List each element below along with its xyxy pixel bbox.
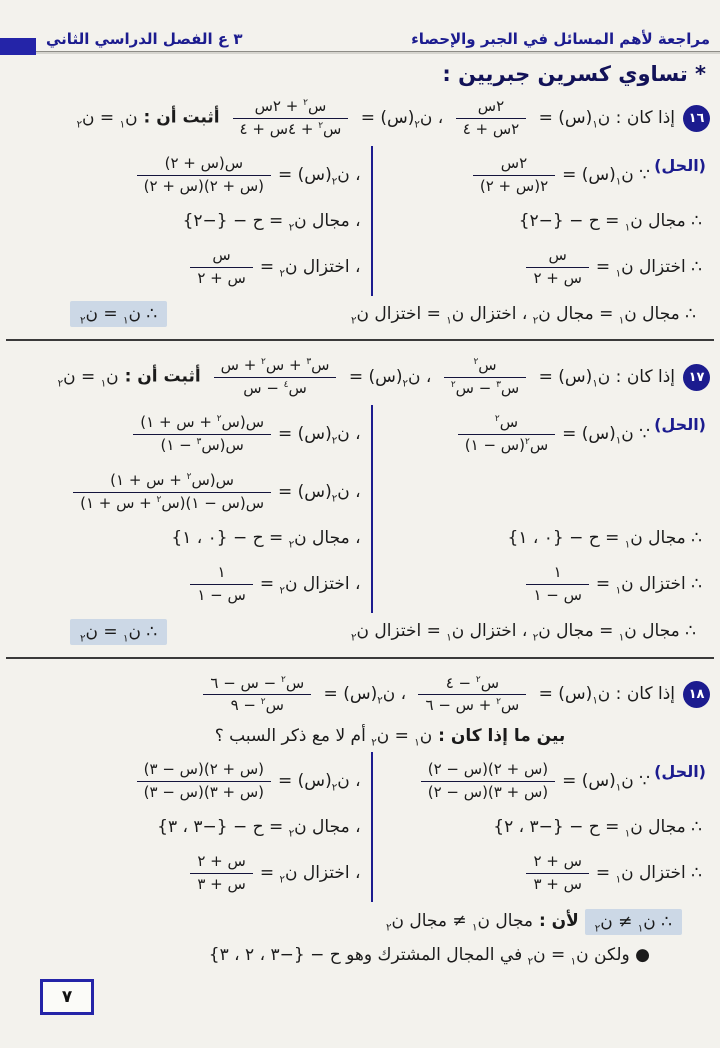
fraction-denominator: س + ٣ (533, 874, 582, 893)
problem-16 (0, 90, 720, 331)
math-text: ، مجال ن$_٢$ = ح − {−٣ ، ٣} (157, 817, 361, 840)
problem-18 (0, 667, 720, 969)
solution-right-cell (371, 405, 712, 463)
solution-right-cell (371, 752, 712, 810)
fraction (456, 97, 527, 139)
solution-left-cell (8, 405, 371, 463)
fraction-numerator: س$^٢$ (458, 413, 555, 435)
fraction-numerator: ٢س (456, 97, 527, 119)
problem-number-badge: ١٦ (683, 105, 710, 132)
problem-statement (77, 96, 675, 140)
math-text: أثبت أن : (137, 107, 226, 128)
solution-left-cell (8, 204, 371, 238)
math-text: ، ن$_٢$(س) = (318, 684, 412, 707)
math-text: إذا كان : ن$_١$(س) = (533, 684, 675, 707)
header-title-right: مراجعة لأهم المسائل في الجبر والإحصاء (411, 30, 710, 48)
math-text: ، اختزال ن$_٢$ = (259, 574, 361, 597)
problem-statement (58, 355, 675, 399)
math-text: ، ن$_٢$(س) = (355, 107, 449, 130)
solution-label: (الحل) (654, 415, 706, 435)
math-text: أثبت أن : (118, 366, 207, 387)
solution-left-cell (8, 810, 371, 844)
solution-right-cell (371, 521, 712, 555)
solution-left-cell (8, 844, 371, 902)
fraction-numerator: س (526, 246, 588, 268)
solution-block (8, 146, 712, 296)
fraction-numerator: س$^٢$ + ٢س (233, 97, 349, 119)
fraction-denominator: س$^٢$ + س − ٦ (425, 696, 520, 715)
fraction-denominator: س$^٣$ − س$^٢$ (450, 378, 520, 397)
problem-statement (196, 673, 675, 717)
fraction (190, 852, 252, 894)
fraction (421, 760, 555, 802)
fraction (190, 563, 252, 605)
fraction-denominator: س(س − ١)(س$^٢$ + س + ١) (80, 493, 265, 512)
fraction-numerator: س$^٢$ (444, 356, 526, 378)
solution-label: (الحل) (654, 156, 706, 175)
math-text: إذا كان : ن$_١$(س) = (533, 366, 675, 390)
math-text: ∴ مجال ن$_١$ = مجال ن$_٢$ ، اختزال ن$_١$ = اختزال ن$_٢$ (351, 621, 696, 644)
math-text: ∴ مجال ن$_١$ = ح − {−٢} (518, 211, 702, 234)
fraction (418, 674, 526, 716)
fraction (458, 413, 555, 455)
solution-right-cell (371, 810, 712, 844)
fraction-numerator: ١ (526, 563, 588, 585)
fraction-numerator: س$^٣$ + س$^٢$ + س (214, 356, 337, 378)
fraction-denominator: س$^٢$ − ٩ (230, 696, 284, 715)
math-text: ن$_١$ = ن$_٢$ (57, 366, 119, 390)
fraction-numerator: س(س$^٢$ + س + ١) (133, 413, 271, 435)
conclusion-text (351, 303, 696, 326)
fraction-numerator: س$^٢$ − س − ٦ (203, 674, 311, 696)
math-text: ∵ ن$_١$(س) = (562, 771, 650, 794)
math-text: مجال ن$_١$ ≠ مجال ن$_٢$ (386, 911, 534, 934)
corner-block (0, 38, 36, 55)
math-text: ∴ مجال ن$_١$ = ح − {٠ ، ١} (507, 528, 702, 551)
fraction-denominator: س + ٢ (533, 268, 582, 287)
conclusion-text (351, 620, 696, 643)
conclusion-line (8, 296, 712, 331)
solution-grid (8, 146, 712, 296)
fraction-denominator: س$^٤$ − س (243, 378, 307, 397)
solution-grid (8, 405, 712, 613)
math-text: ن$_١$ = ن$_٢$ (76, 107, 138, 130)
math-text: ∵ ن$_١$(س) = (562, 165, 650, 188)
fraction-numerator: س(س + ٢) (137, 154, 271, 176)
fraction-denominator: س + ٣ (197, 874, 246, 893)
math-text: لأن : (533, 911, 585, 932)
fraction (473, 154, 555, 196)
math-text: ∴ مجال ن$_١$ = ح − {−٣ ، ٢} (493, 817, 702, 840)
fraction-denominator: س − ١ (533, 585, 582, 604)
math-text: ، مجال ن$_٢$ = ح − {−٢} (182, 211, 361, 234)
solution-block (8, 405, 712, 613)
fraction (526, 852, 588, 894)
fraction (233, 97, 349, 139)
math-text: ، مجال ن$_٢$ = ح − {٠ ، ١} (171, 528, 361, 551)
solution-block (8, 752, 712, 902)
fraction-denominator: ٢(س + ٢) (479, 176, 549, 195)
math-text: ∵ ن$_١$(س) = (562, 424, 650, 447)
highlighted-result: ∴ ن$_١$ ≠ ن$_٢$ (585, 909, 682, 935)
fraction-numerator: س (190, 246, 252, 268)
section-title: * تساوي كسرين جبريين : (442, 62, 706, 86)
solution-left-cell (8, 238, 371, 296)
note-line (8, 936, 712, 969)
result-text (70, 303, 167, 326)
solution-right-cell (371, 463, 712, 521)
solution-left-cell (8, 463, 371, 521)
solution-right-cell (371, 146, 712, 204)
fraction-numerator: ٢س (473, 154, 555, 176)
math-text: ∴ اختزال ن$_١$ = (595, 863, 702, 886)
fraction-denominator: س + ٢ (197, 268, 246, 287)
math-text: ، ن$_٢$(س) = (278, 482, 361, 505)
math-text: ∴ مجال ن$_١$ = مجال ن$_٢$ ، اختزال ن$_١$ = اختزال ن$_٢$ (351, 304, 696, 327)
math-text: ، ن$_٢$(س) = (278, 165, 361, 188)
math-text: ، اختزال ن$_٢$ = (259, 863, 361, 886)
solution-grid (8, 752, 712, 902)
math-text: ∴ اختزال ن$_١$ = (595, 257, 702, 280)
fraction (133, 413, 271, 455)
fraction-denominator: س − ١ (197, 585, 246, 604)
fraction (190, 246, 252, 288)
fraction-numerator: س$^٢$ − ٤ (418, 674, 526, 696)
problem-number-badge: ١٧ (683, 364, 710, 391)
conclusion-line (8, 613, 712, 648)
solution-left-cell (8, 521, 371, 555)
problem-number-badge: ١٨ (683, 681, 710, 708)
solution-left-cell (8, 752, 371, 810)
fraction (73, 471, 271, 513)
fraction (444, 356, 526, 398)
solution-left-cell (8, 555, 371, 613)
solution-label: (الحل) (654, 762, 706, 782)
footer (40, 969, 720, 1015)
header-title-left: ٣ ع الفصل الدراسي الثاني (46, 30, 243, 48)
fraction-numerator: (س + ٢)(س − ٢) (421, 760, 555, 782)
highlighted-result: ∴ ن$_١$ = ن$_٢$ (70, 619, 167, 645)
math-text: ، ن$_٢$(س) = (343, 366, 437, 390)
reason-line (8, 902, 712, 935)
result-text (70, 621, 167, 644)
fraction-denominator: س(س$^٣$ − ١) (160, 435, 244, 454)
highlighted-result: ∴ ن$_١$ = ن$_٢$ (70, 301, 167, 327)
fraction-numerator: س + ٢ (190, 852, 252, 874)
fraction-denominator: (س + ٣)(س − ٢) (427, 782, 549, 801)
math-text: ، ن$_٢$(س) = (278, 424, 361, 447)
solution-right-cell (371, 844, 712, 902)
fraction-denominator: (س + ٣)(س − ٣) (143, 782, 265, 801)
solution-right-cell (371, 238, 712, 296)
fraction (137, 154, 271, 196)
math-text: ، اختزال ن$_٢$ = (259, 257, 361, 280)
problem-separator (6, 657, 714, 659)
solution-right-cell (371, 204, 712, 238)
math-text: ، ن$_٢$(س) = (278, 771, 361, 794)
fraction-denominator: ٢س + ٤ (462, 119, 520, 138)
problem-17 (0, 349, 720, 648)
problem-separator (6, 339, 714, 341)
math-text: ● ولكن ن$_١$ = ن$_٢$ في المجال المشترك وهو ح − {−٣ ، ٢ ، ٣} (208, 944, 650, 968)
math-text: ∴ اختزال ن$_١$ = (595, 574, 702, 597)
page-header (0, 0, 720, 51)
fraction (526, 563, 588, 605)
problem-question (8, 721, 712, 750)
fraction-numerator: س(س$^٢$ + س + ١) (73, 471, 271, 493)
math-text: بين ما إذا كان : (432, 725, 566, 746)
solution-left-cell (8, 146, 371, 204)
fraction-denominator: س$^٢$ + ٤س + ٤ (239, 119, 342, 138)
math-text: ن$_١$ = ن$_٢$ أم لا مع ذكر السبب ؟ (214, 725, 433, 749)
math-text: إذا كان : ن$_١$(س) = (533, 107, 675, 130)
fraction-numerator: (س + ٢)(س − ٣) (137, 760, 271, 782)
fraction (137, 760, 271, 802)
solution-right-cell (371, 555, 712, 613)
fraction-denominator: (س + ٢)(س + ٢) (143, 176, 265, 195)
fraction-numerator: ١ (190, 563, 252, 585)
page-number-box: ٧ (40, 979, 94, 1015)
fraction-denominator: س$^٢$(س − ١) (464, 435, 549, 454)
fraction (526, 246, 588, 288)
fraction (214, 356, 337, 398)
fraction (203, 674, 311, 716)
fraction-numerator: س + ٢ (526, 852, 588, 874)
